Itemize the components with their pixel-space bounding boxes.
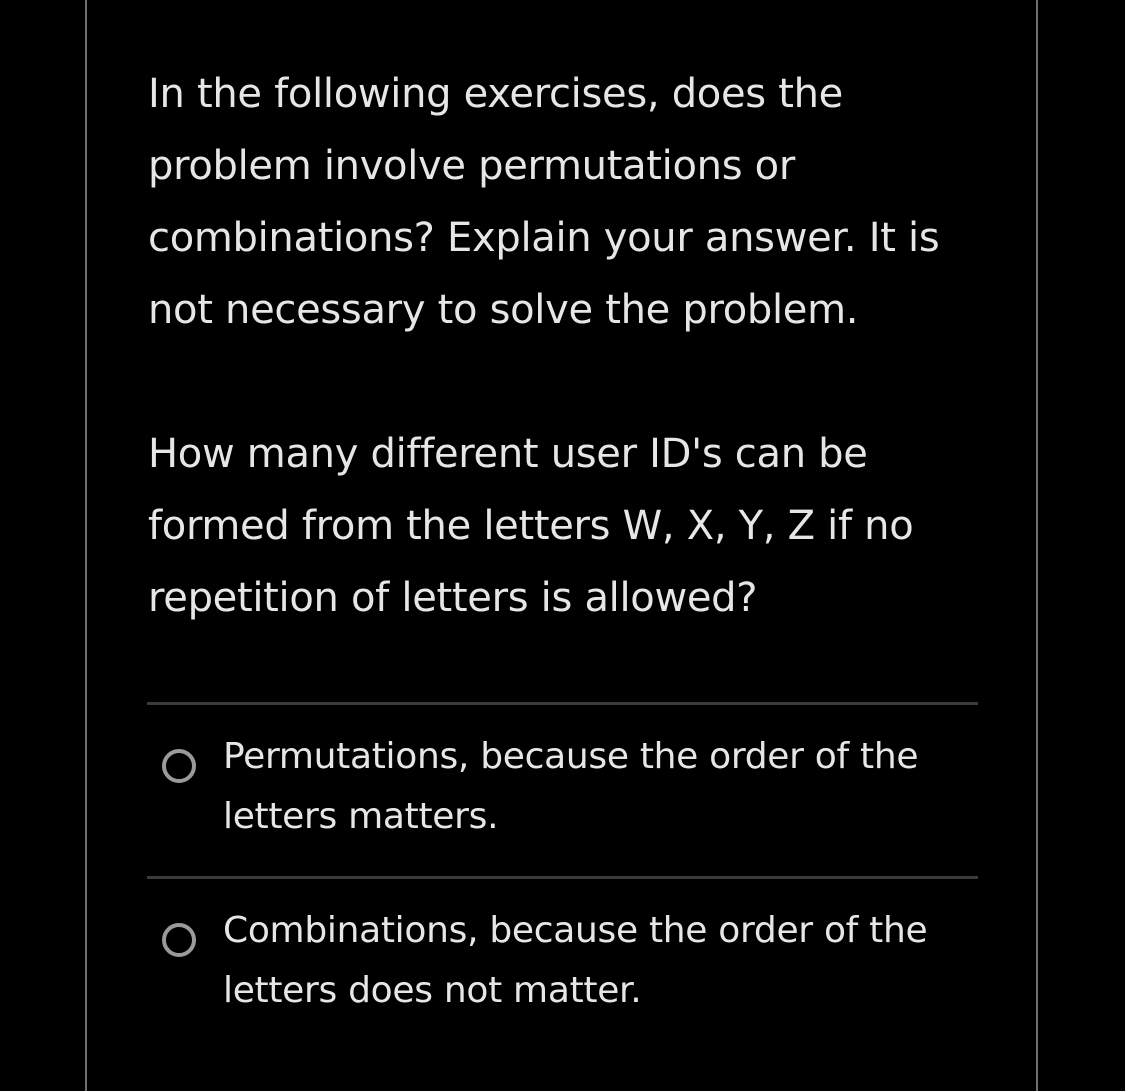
divider — [147, 876, 978, 879]
question-prompt: How many different user ID's can be formed from the letters W, X, Y, Z if no repetition of letters is allowed? — [148, 431, 914, 621]
radio-button-icon[interactable] — [162, 923, 196, 957]
radio-button-icon[interactable] — [162, 749, 196, 783]
divider — [147, 702, 978, 705]
option-permutations[interactable] — [147, 727, 978, 847]
question-text — [148, 58, 988, 634]
option-combinations[interactable] — [147, 901, 978, 1021]
option-label: Permutations, because the order of the letters matters. — [223, 736, 919, 837]
option-label: Combinations, because the order of the letters does not matter. — [223, 910, 928, 1011]
question-instructions: In the following exercises, does the problem involve permutations or combinations? Explain your answer. It is not necessary to solve the problem. — [148, 71, 940, 333]
